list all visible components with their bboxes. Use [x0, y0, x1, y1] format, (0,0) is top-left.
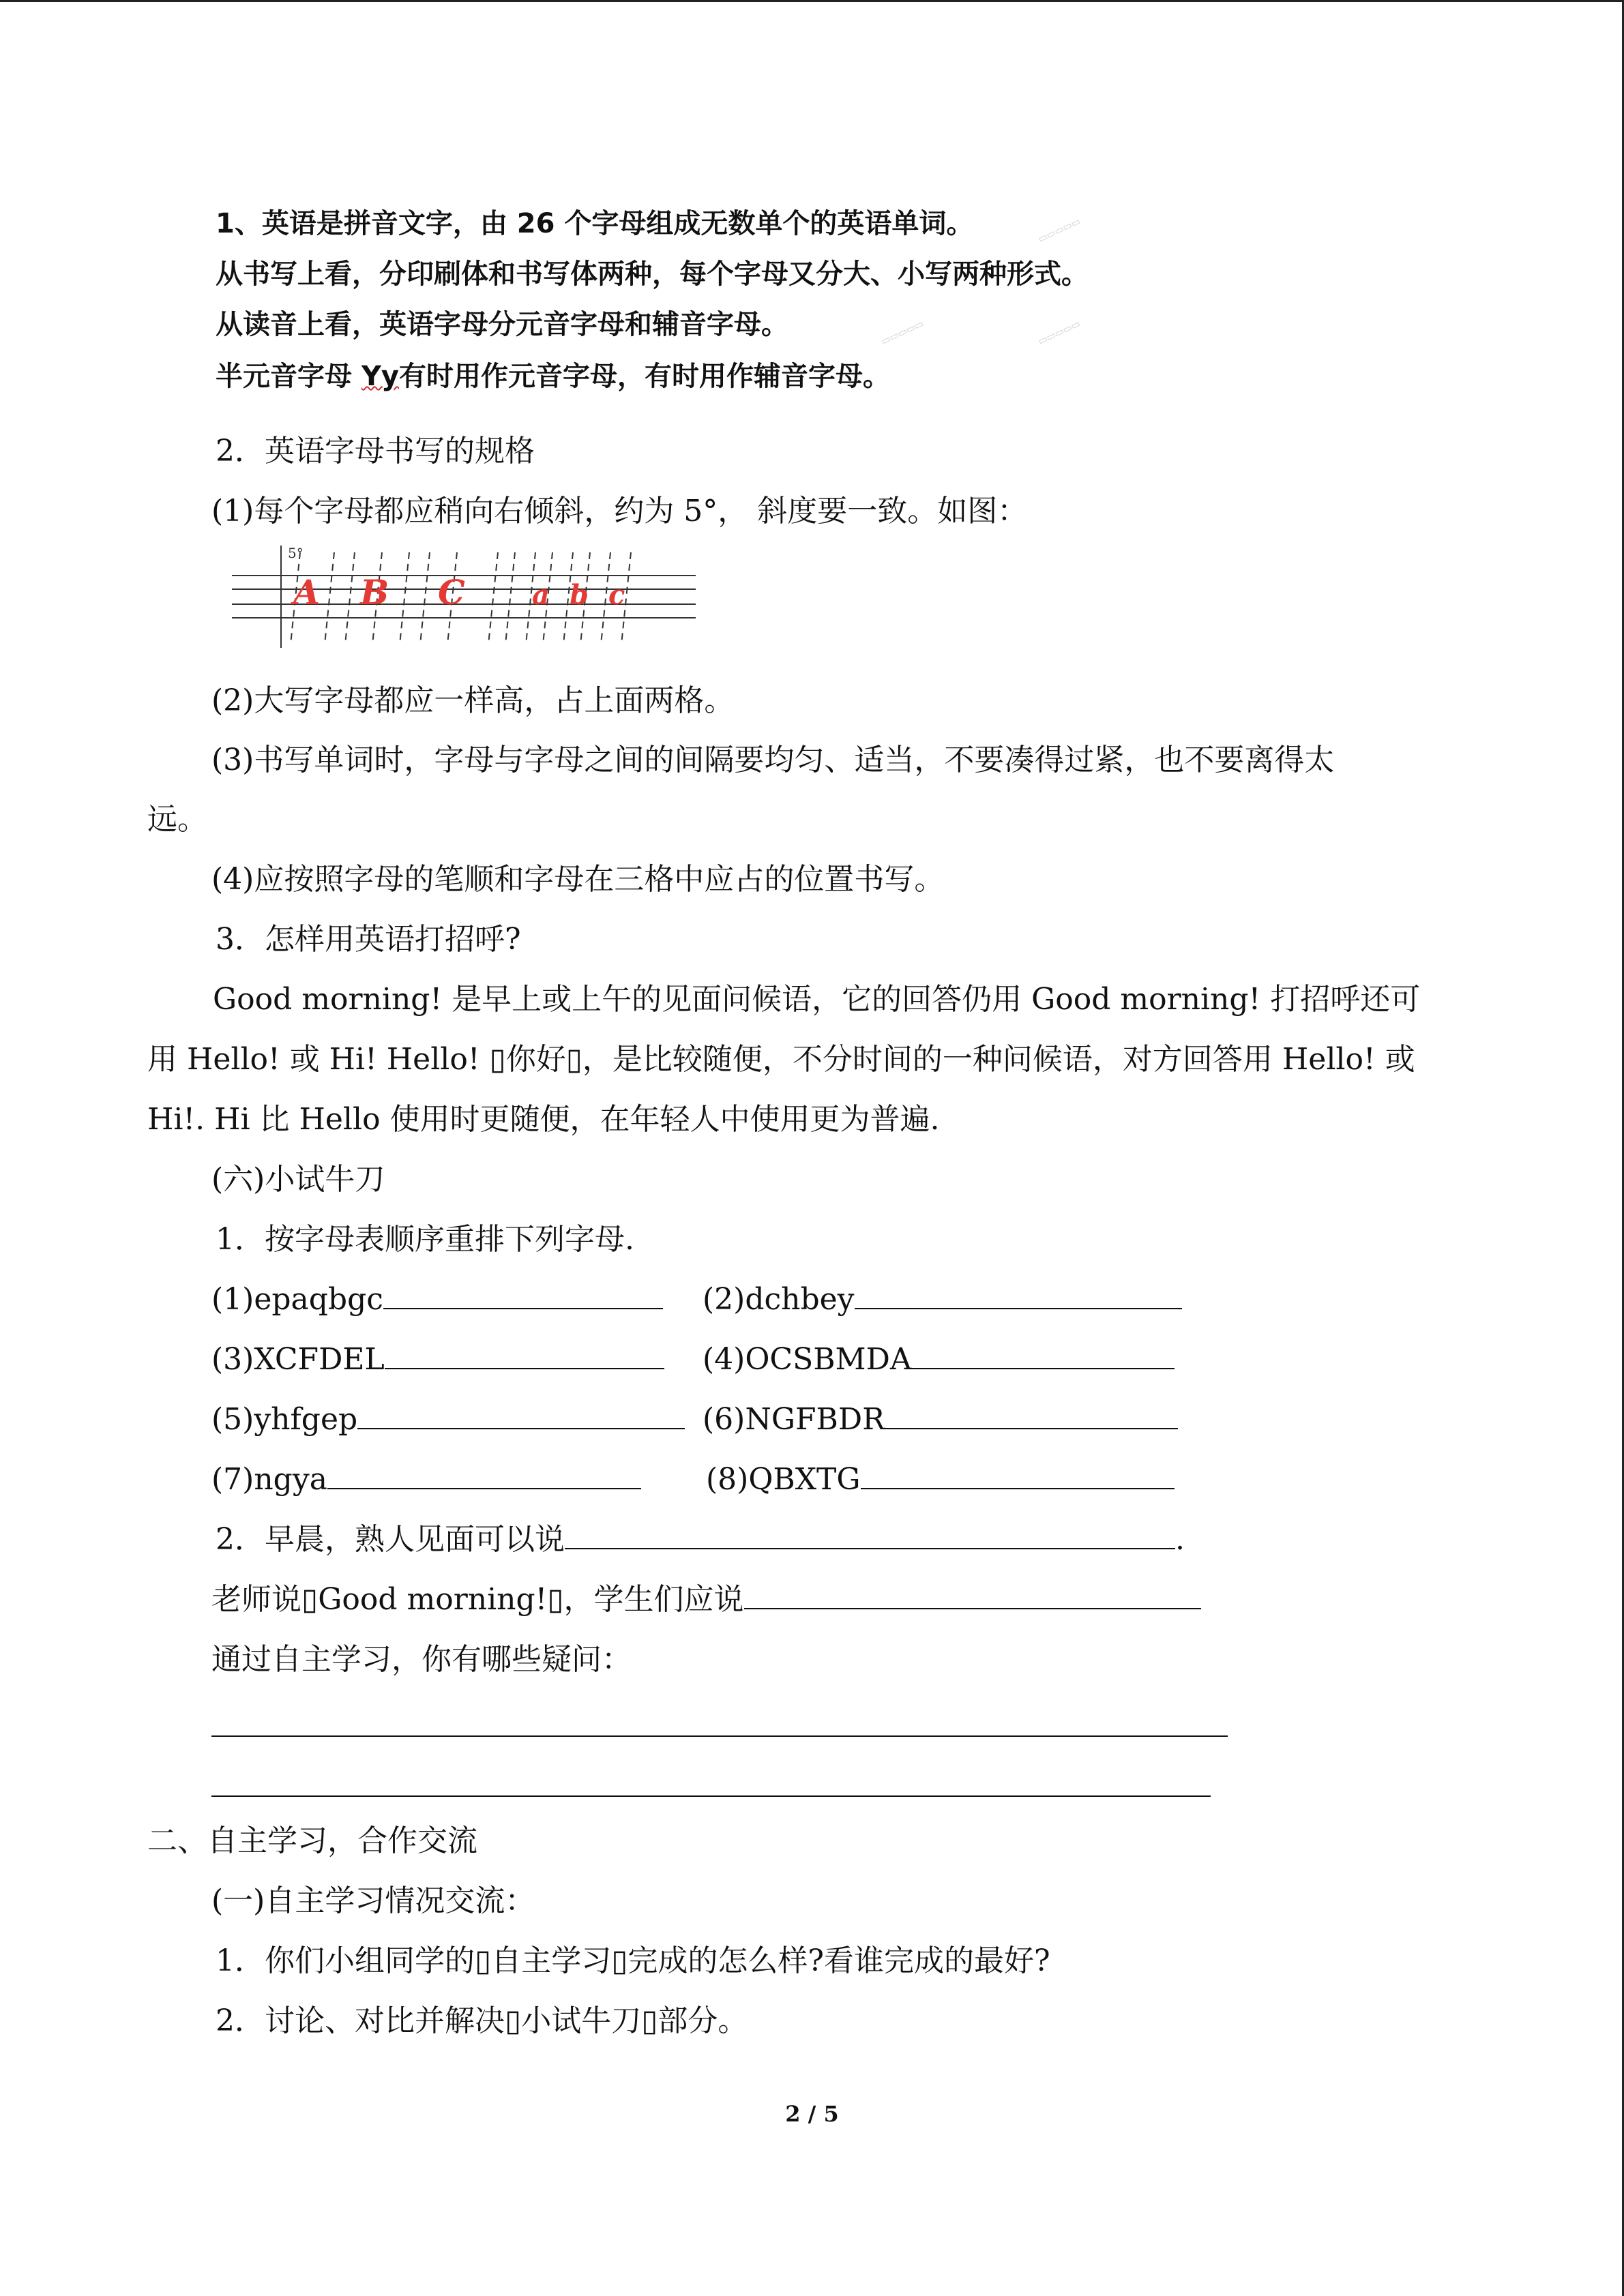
exercise-4: (4)OCSBMDA	[703, 1339, 1175, 1380]
slant-guide	[345, 552, 355, 644]
image-line-3: 从读音上看，英语字母分元音字母和辅音字母。	[216, 309, 788, 340]
exercise-6: (6)NGFBDR	[703, 1399, 1178, 1440]
image-line-4: 半元音字母 Yy有时用作元音字母，有时用作辅音字母。	[216, 361, 890, 392]
answer-blank-reply[interactable]	[744, 1581, 1201, 1609]
top-border	[0, 0, 1624, 2]
image-line-1: 1、英语是拼音文字，由 26 个字母组成无数单个的英语单词。	[216, 208, 974, 239]
section3-para-line2: 用 Hello! 或 Hi! Hello! ▯你好▯，是比较随便，不分时间的一种问候语，对方回答用 Hello! 或	[147, 1042, 1415, 1077]
part2-subheading: (一)自主学习情况交流：	[211, 1883, 535, 1918]
image-line-2: 从书写上看，分印刷体和书写体两种，每个字母又分大、小写两种形式。	[216, 258, 1089, 290]
letter-upper-B: B	[360, 572, 389, 612]
slant-guide	[505, 552, 515, 644]
answer-blank-3[interactable]	[385, 1341, 664, 1369]
question-answer-line-1[interactable]	[211, 1735, 1228, 1737]
section6-heading: (六)小试牛刀	[211, 1162, 385, 1197]
question-answer-line-2[interactable]	[211, 1795, 1211, 1797]
section3-heading: 3．怎样用英语打招呼?	[216, 922, 521, 957]
slant-guide	[325, 552, 334, 644]
section2-item3-line2: 远。	[147, 802, 207, 837]
answer-blank-5[interactable]	[357, 1401, 685, 1429]
exercise-2: (2)dchbey	[703, 1279, 1182, 1320]
section6-q2: 2．早晨，熟人见面可以说 .	[216, 1522, 1185, 1557]
answer-blank-8[interactable]	[861, 1461, 1175, 1489]
page-number: 2 / 5	[785, 2101, 839, 2127]
section3-para-line3: Hi!. Hi 比 Hello 使用时更随便，在年轻人中使用更为普遍.	[147, 1102, 940, 1137]
letter-lower-b: b	[570, 579, 589, 611]
part2-item2: 2．讨论、对比并解决▯小试牛刀▯部分。	[216, 2003, 748, 2038]
section2-item4: (4)应按照字母的笔顺和字母在三格中应占的位置书写。	[211, 862, 945, 897]
answer-blank-4[interactable]	[912, 1341, 1175, 1369]
yy-mark: Yy	[361, 361, 399, 392]
part2-item1: 1．你们小组同学的▯自主学习▯完成的怎么样?看谁完成的最好?	[216, 1943, 1050, 1978]
section2-item3-line1: (3)书写单词时，字母与字母之间的间隔要均匀、适当，不要凑得过紧，也不要离得太	[211, 743, 1335, 777]
answer-blank-1[interactable]	[383, 1281, 663, 1309]
angle-label: 5°	[288, 546, 304, 561]
section2-item1: (1)每个字母都应稍向右倾斜，约为 5°， 斜度要一致。如图：	[211, 494, 1028, 528]
section2-item2: (2)大写字母都应一样高，占上面两格。	[211, 683, 735, 718]
section2-heading: 2．英语字母书写的规格	[216, 434, 535, 468]
handwriting-figure	[225, 546, 703, 648]
slant-guide	[420, 552, 430, 644]
answer-blank-7[interactable]	[327, 1461, 641, 1489]
answer-blank-2[interactable]	[855, 1281, 1182, 1309]
watermark-3: ▭▭▭▭▭	[1036, 318, 1082, 348]
exercise-5: (5)yhfgep	[211, 1399, 685, 1440]
section3-para-line1: Good morning! 是早上或上午的见面问候语，它的回答仍用 Good morning! 打招呼还可	[213, 982, 1421, 1017]
section6-q4: 通过自主学习，你有哪些疑问：	[211, 1642, 632, 1677]
exercise-8: (8)QBXTG	[706, 1459, 1175, 1500]
watermark-2: ▭▭▭▭▭	[879, 318, 926, 348]
exercise-1: (1)epaqbgc	[211, 1279, 663, 1320]
exercise-3: (3)XCFDEL	[211, 1339, 664, 1380]
exercise-7: (7)ngya	[211, 1459, 641, 1500]
slant-guide	[400, 552, 409, 644]
letter-lower-a: a	[532, 579, 550, 611]
slant-guide	[488, 552, 498, 644]
watermark-1: ▭▭▭▭▭	[1036, 215, 1082, 245]
section6-q3: 老师说▯Good morning!▯，学生们应说	[211, 1579, 1201, 1620]
letter-upper-A: A	[293, 572, 320, 612]
part2-heading: 二、自主学习，合作交流	[147, 1823, 477, 1858]
answer-blank-greeting[interactable]	[565, 1521, 1175, 1549]
letter-upper-C: C	[438, 572, 465, 612]
letter-lower-c: c	[608, 579, 625, 611]
answer-blank-6[interactable]	[885, 1401, 1178, 1429]
section6-q1: 1．按字母表顺序重排下列字母.	[216, 1222, 634, 1257]
